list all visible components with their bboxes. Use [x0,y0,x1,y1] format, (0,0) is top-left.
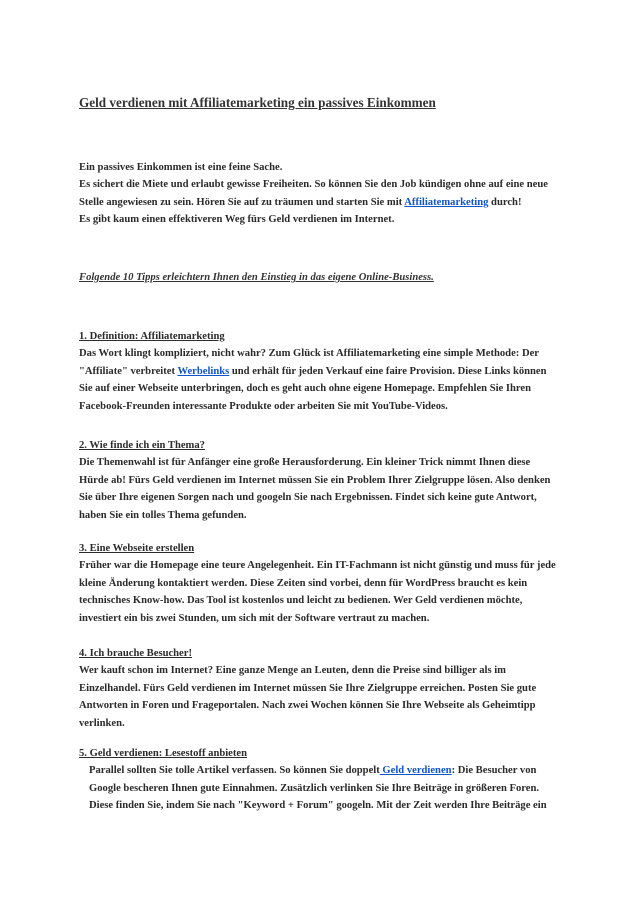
section-text-part: Das Wort klingt kompliziert, nicht wahr? Zum Glück ist Affiliatemarketing eine simple Methode: Der "Affiliate" verbreitet [79,348,539,377]
section-text: Früher war die Homepage eine teure Angelegenheit. Ein IT-Fachmann ist nicht günstig und muss für jede kleine Änderung kontaktiert werden. Diese Zeiten sind vorbei, denn für WordPress braucht es kein technisches Know-how. Das Tool ist kostenlos und leicht zu bedienen. Wer Geld verdienen möchte, investiert ein bis zwei Stunden, um sich mit der Software vertraut zu machen. [79,560,556,624]
intro-text: Es sichert die Miete und erlaubt gewisse Freiheiten. So können Sie den Job kündigen ohne auf eine neue Stelle angewiesen zu sein. Hören Sie auf zu träumen und starten Sie mit [79,179,548,208]
intro-text-end: durch! [488,196,522,208]
geld-verdienen-link[interactable]: Geld verdienen [379,765,452,777]
section-text: Wer kauft schon im Internet? Eine ganze Menge an Leuten, denn die Preise sind billiger als im Einzelhandel. Fürs Geld verdienen im Internet müssen Sie Ihre Zielgruppe erreichen. Posten Sie gute Antworten in Foren und Frageportalen. Nach zwei Wochen können Sie Ihre Webseite als Geheimtipp verlinken. [79,665,537,729]
tipps-heading: Folgende 10 Tipps erleichtern Ihnen den Einstieg in das eigene Online-Business. [79,272,434,283]
section-heading: 1. Definition: Affiliatemarketing [79,331,225,342]
section-webseite [79,540,559,627]
document-title: Geld verdienen mit Affiliatemarketing ein passives Einkommen [79,95,436,110]
section-text-part: Parallel sollten Sie tolle Artikel verfassen. So können Sie doppelt [89,765,380,777]
section-text [79,762,559,814]
section-text-part: und erhält für jeden Verkauf eine faire Provision. Diese Links können Sie auf einer Webseite unterbringen, doch es geht auch ohne eigene Homepage. Empfehlen Sie Ihren Facebook-Freunden interessante Produkte oder arbeiten Sie mit YouTube-Videos. [79,365,547,412]
section-besucher [79,645,559,732]
intro-line-2 [79,176,559,211]
section-heading: 2. Wie finde ich ein Thema? [79,440,205,451]
section-thema [79,437,559,524]
section-definition [79,328,559,415]
affiliatemarketing-link[interactable]: Affiliatemarketing [404,196,489,208]
intro-paragraph [79,159,559,229]
section-text [79,345,559,415]
intro-line-1: Ein passives Einkommen ist eine feine Sache. [79,162,283,173]
section-heading: 4. Ich brauche Besucher! [79,648,192,659]
section-lesestoff [79,745,559,815]
intro-line-3: Es gibt kaum einen effektiveren Weg fürs Geld verdienen im Internet. [79,214,395,226]
section-heading: 5. Geld verdienen: Lesestoff anbieten [79,748,248,759]
section-text: Die Themenwahl ist für Anfänger eine große Herausforderung. Ein kleiner Trick nimmt Ihnen diese Hürde ab! Fürs Geld verdienen im Internet müssen Sie ein Problem Ihrer Zielgruppe lösen. Also denken Sie über Ihre eigenen Sorgen nach und googeln Sie nach Ergebnissen. Findet sich keine gute Antwort, haben Sie ein tolles Thema gefunden. [79,457,551,521]
section-heading: 3. Eine Webseite erstellen [79,543,195,554]
section-text-part: : Die Besucher von Google bescheren Ihnen gute Einnahmen. Zusätzlich verlinken Sie Ihre Beiträge in größeren Foren. Diese finden Sie, indem Sie nach "Keyword + Forum" googeln. Mit der Zeit werden Ihre Beiträge ein [89,765,547,812]
werbelinks-link[interactable]: Werbelinks [177,365,230,377]
